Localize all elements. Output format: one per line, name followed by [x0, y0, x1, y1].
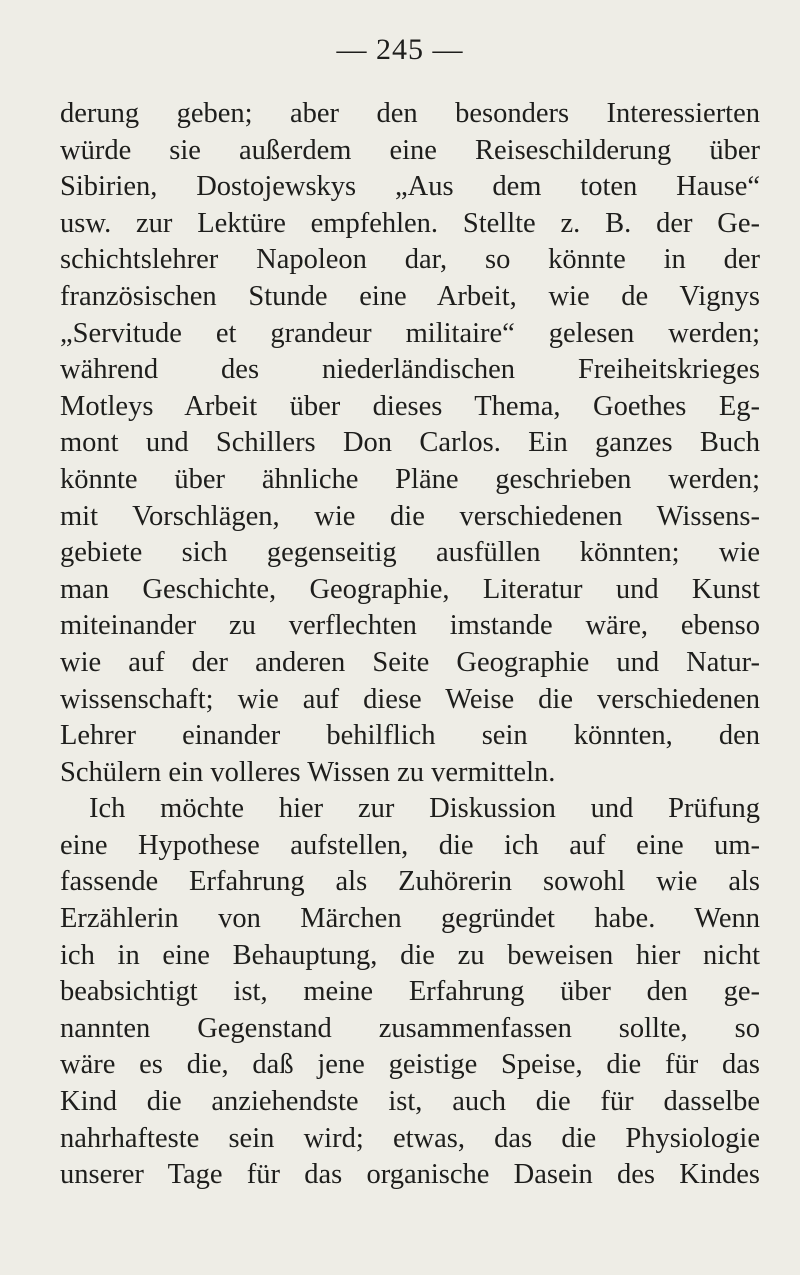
text-line: würde sie außerdem eine Reiseschilderung über — [60, 134, 760, 166]
text-line: fassende Erfahrung als Zuhörerin sowohl wie als — [60, 866, 760, 898]
text-line: Lehrer einander behilflich sein könnten, den — [60, 720, 760, 752]
page-number: — 245 — — [336, 33, 464, 66]
text-line: derung geben; aber den besonders Interessierten — [60, 98, 760, 129]
text-line: man Geschichte, Geographie, Literatur und Kunst — [60, 573, 760, 605]
paragraph-start-line: Ich möchte hier zur Diskussion und Prüfung — [89, 793, 760, 825]
text-line: französischen Stunde eine Arbeit, wie de Vignys — [60, 280, 760, 312]
text-line: miteinander zu verflechten imstande wäre, ebenso — [60, 610, 760, 642]
text-line: wäre es die, daß jene geistige Speise, die für das — [60, 1049, 760, 1081]
text-line: Motleys Arbeit über dieses Thema, Goethes Eg- — [60, 390, 760, 422]
text-line: Sibirien, Dostojewskys „Aus dem toten Hause“ — [60, 171, 760, 203]
text-line: eine Hypothese aufstellen, die ich auf eine um- — [60, 829, 760, 861]
text-line: „Servitude et grandeur militaire“ gelesen werden; — [60, 317, 760, 349]
body-text — [60, 96, 760, 1194]
text-line: mont und Schillers Don Carlos. Ein ganzes Buch — [60, 427, 760, 459]
text-line: beabsichtigt ist, meine Erfahrung über den ge- — [60, 976, 760, 1008]
text-line: ich in eine Behauptung, die zu beweisen hier nicht — [60, 939, 760, 971]
text-line: gebiete sich gegenseitig ausfüllen könnten; wie — [60, 537, 760, 569]
text-line: schichtslehrer Napoleon dar, so könnte in der — [60, 244, 760, 276]
text-line: könnte über ähnliche Pläne geschrieben werden; — [60, 463, 760, 495]
text-line: während des niederländischen Freiheitskrieges — [60, 354, 760, 386]
text-line: nahrhafteste sein wird; etwas, das die Physiologie — [60, 1122, 760, 1154]
text-line: unserer Tage für das organische Dasein des Kindes — [60, 1159, 760, 1191]
text-line: usw. zur Lektüre empfehlen. Stellte z. B. der Ge- — [60, 207, 760, 239]
text-line: Erzählerin von Märchen gegründet habe. Wenn — [60, 903, 760, 935]
text-line: Kind die anziehendste ist, auch die für dasselbe — [60, 1086, 760, 1118]
text-line: nannten Gegenstand zusammenfassen sollte, so — [60, 1012, 760, 1044]
text-line: mit Vorschlägen, wie die verschiedenen Wissens- — [60, 500, 760, 532]
paragraph-end-line: Schülern ein volleres Wissen zu vermitteln. — [60, 756, 556, 788]
text-line: wie auf der anderen Seite Geographie und Natur- — [60, 646, 760, 678]
text-line: wissenschaft; wie auf diese Weise die verschiedenen — [60, 683, 760, 715]
